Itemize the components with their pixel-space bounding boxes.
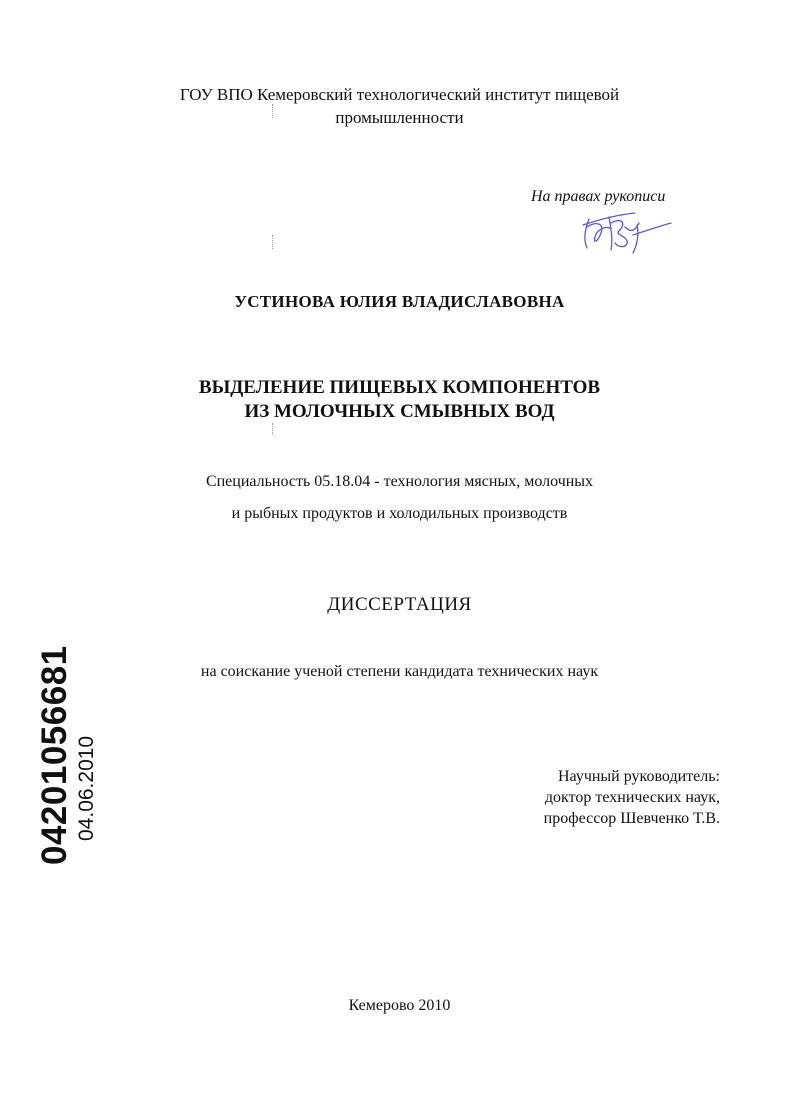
institution-name [0, 83, 799, 129]
supervisor-name: профессор Шевченко Т.В. [543, 810, 720, 827]
scan-artifact [272, 235, 274, 249]
document-type: ДИССЕРТАЦИЯ [327, 594, 472, 615]
specialty-line-2: и рыбных продуктов и холодильных производств [231, 505, 568, 522]
title-line-1: ВЫДЕЛЕНИЕ ПИЩЕВЫХ КОМПОНЕНТОВ [198, 377, 601, 398]
scan-artifact [272, 104, 274, 118]
supervisor-label: Научный руководитель: [557, 768, 720, 785]
title-line-2: ИЗ МОЛОЧНЫХ СМЫВНЫХ ВОД [244, 401, 555, 422]
specialty-line-1: Специальность 05.18.04 - технология мясных, молочных [205, 473, 594, 490]
degree-statement: на соискание ученой степени кандидата технических наук [200, 663, 599, 680]
specialty [0, 466, 799, 530]
supervisor-block [470, 766, 720, 829]
institution-line-1: ГОУ ВПО Кемеровский технологический институт пищевой [179, 85, 620, 104]
library-stamp [36, 645, 100, 865]
city-year: Кемерово 2010 [348, 997, 451, 1014]
dissertation-title [0, 376, 799, 424]
stamp-number: 04201056681 [35, 645, 74, 865]
signature-icon [575, 205, 675, 255]
scan-artifact [272, 423, 274, 435]
author-name: УСТИНОВА ЮЛИЯ ВЛАДИСЛАВОВНА [234, 292, 565, 311]
supervisor-degree: доктор технических наук, [544, 789, 720, 806]
stamp-date: 04.06.2010 [75, 735, 98, 841]
institution-line-2: промышленности [335, 108, 464, 127]
manuscript-note: На правах рукописи [531, 188, 666, 205]
